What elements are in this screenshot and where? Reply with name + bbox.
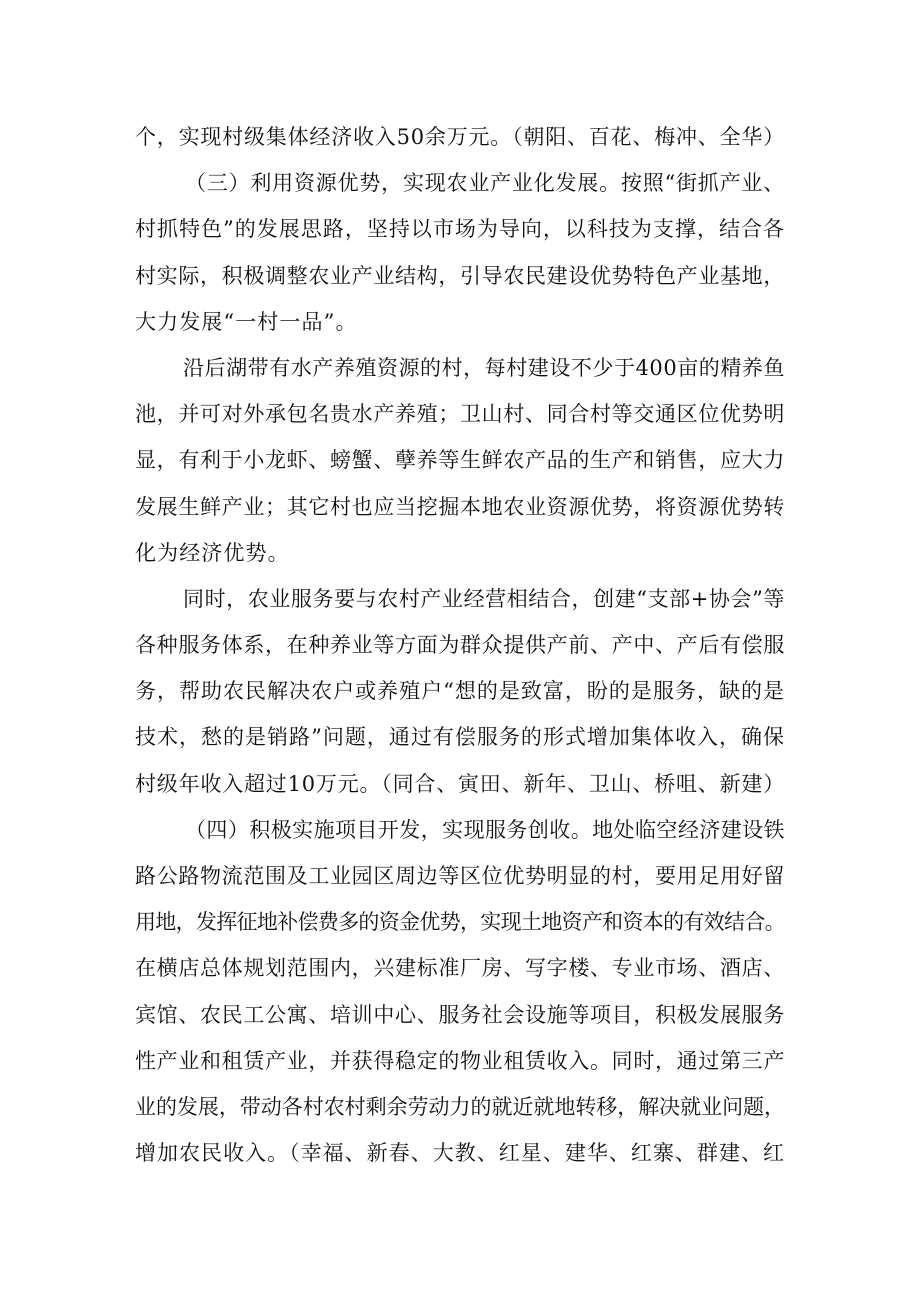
text-line: 沿后湖带有水产养殖资源的村，每村建设不少于400亩的精养鱼	[183, 355, 785, 380]
text-line: 化为经济优势。	[135, 540, 290, 565]
text-line: 各种服务体系，在种养业等方面为群众提供产前、产中、产后有偿服	[135, 633, 785, 658]
text-line: 性产业和租赁产业，并获得稳定的物业租赁收入。同时，通过第三产	[135, 1048, 785, 1073]
text-line: 业的发展，带动各村农村剩余劳动力的就近就地转移，解决就业问题，	[135, 1094, 785, 1119]
text-line: （三）利用资源优势，实现农业产业化发展。按照“街抓产业、	[185, 171, 785, 196]
text-line: 同时，农业服务要与农村产业经营相结合，创建“支部+协会”等	[183, 586, 785, 611]
body-text	[135, 114, 785, 1176]
text-line: 显，有利于小龙虾、螃蟹、孽养等生鲜农产品的生产和销售，应大力	[135, 448, 785, 473]
text-line: 大力发展“一村一品”。	[135, 309, 358, 334]
text-line: 池，并可对外承包名贵水产养殖；卫山村、同合村等交通区位优势明	[135, 402, 785, 427]
text-line: 个，实现村级集体经济收入50余万元。（朝阳、百花、梅冲、全华）	[135, 125, 785, 149]
text-line: 技术，愁的是销路”问题，通过有偿服务的形式增加集体收入，确保	[135, 725, 785, 750]
text-line: 发展生鲜产业；其它村也应当挖掘本地农业资源优势，将资源优势转	[135, 494, 785, 519]
text-line: 宾馆、农民工公寓、培训中心、服务社会设施等项目，积极发展服务	[135, 1002, 785, 1027]
text-line: 务，帮助农民解决农户或养殖户“想的是致富，盼的是服务，缺的是	[135, 679, 785, 704]
text-line: （四）积极实施项目开发，实现服务创收。地处临空经济建设铁	[185, 817, 785, 842]
text-line: 村实际，积极调整农业产业结构，引导农民建设优势特色产业基地，	[135, 263, 785, 288]
text-line: 用地，发挥征地补偿费多的资金优势，实现土地资产和资本的有效结合。	[135, 910, 785, 935]
text-line: 路公路物流范围及工业园区周边等区位优势明显的村，要用足用好留	[135, 864, 785, 888]
text-line: 在横店总体规划范围内，兴建标准厂房、写字楼、专业市场、酒店、	[135, 956, 785, 981]
text-line: 村级年收入超过10万元。（同合、寅田、新年、卫山、桥咀、新建）	[135, 771, 785, 796]
text-line: 村抓特色”的发展思路，坚持以市场为导向，以科技为支撑，结合各	[135, 217, 785, 242]
text-line: 增加农民收入。（幸福、新春、大教、红星、建华、红寨、群建、红	[135, 1141, 785, 1166]
